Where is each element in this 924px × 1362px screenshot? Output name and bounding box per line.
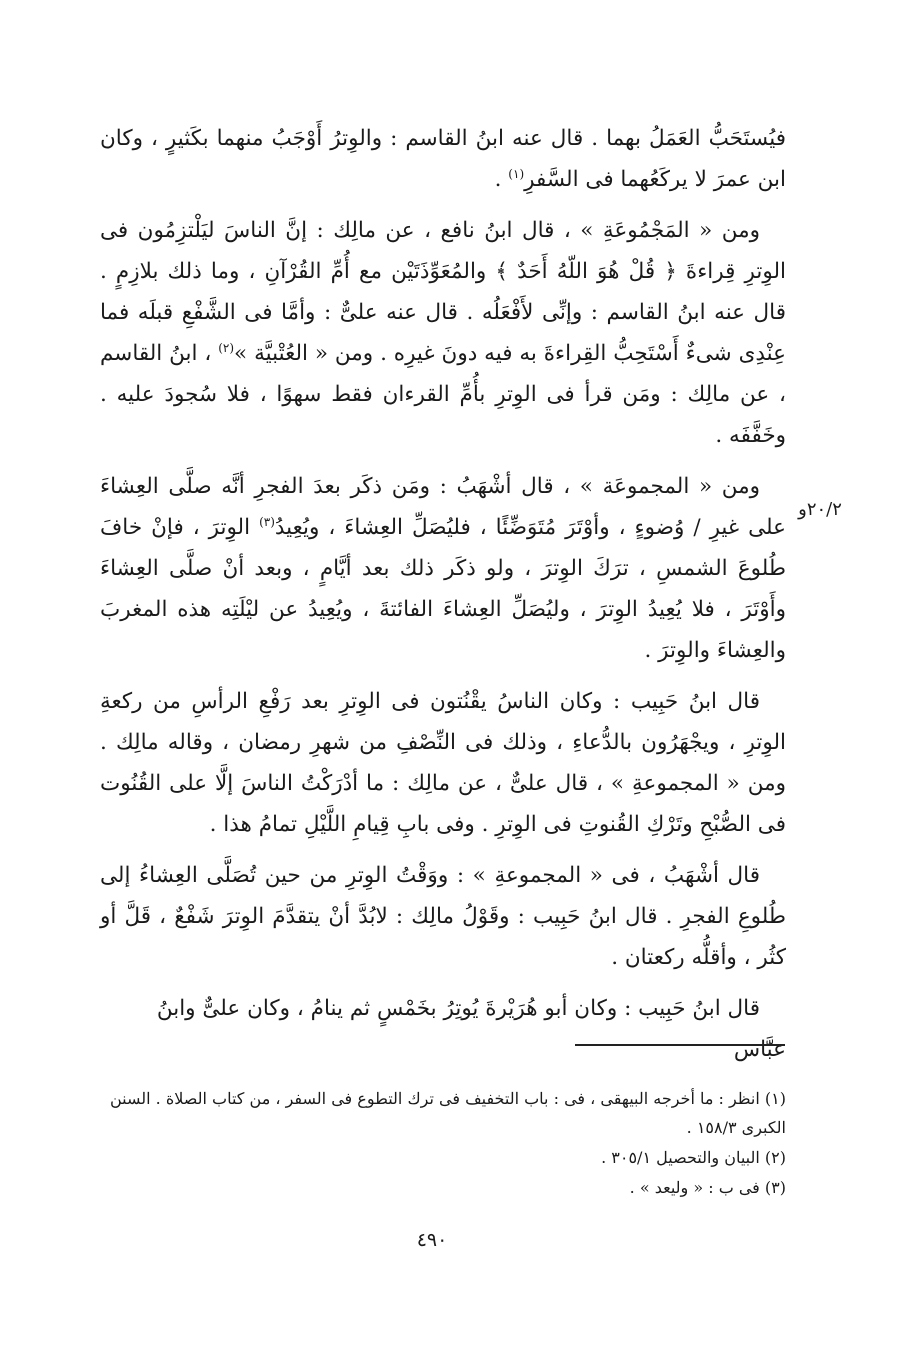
- footnotes: [104, 1084, 786, 1203]
- paragraph-3-tail: الوِترَ ، فإنْ خافَ طُلوعَ الشمسِ ، ترَكَ الوِترَ ، ولو ذكَر ذلك بعد أيَّامٍ ، وبعد أنْ صلَّى العِشاءَ وأَوْتَرَ ، فلا يُعِيدُ الوِترَ ، وليُصَلِّ العِشاءَ الفائتةَ ، ويُعِيدُ عن ليْلَتِه هذه المغربَ والعِشاءَ والوِترَ .: [100, 515, 786, 663]
- paragraph-3-text: ومن « المجموعَة » ، قال أشْهَبُ : ومَن ذكَر بعدَ الفجرِ أنَّه صلَّى العِشاءَ على غيرِ / وُضوءٍ ، وأوْتَرَ مُتَوَضِّئًا ، فليُصَلِّ العِشاءَ ، ويُعِيدُ: [100, 474, 787, 540]
- footnote-ref-3[interactable]: (٣): [259, 514, 275, 529]
- paragraph-1-tail: .: [494, 167, 509, 192]
- footnote-2: (٢) البيان والتحصيل ٣٠٥/١ .: [601, 1148, 786, 1167]
- main-text: [100, 118, 786, 1080]
- paragraph-2-tail: ، ابنُ القاسم ، عن مالِك : ومَن قرأ فى الوِترِ بأُمِّ القرءان فقط سهوًا ، فلا سُجودَ عليه . وخَفَّفَه .: [100, 341, 786, 448]
- paragraph-4-text: قال ابنُ حَبِيب : وكان الناسُ يقْنُتون فى الوِترِ بعد رَفْعِ الرأسِ من ركعةِ الوِترِ ، ويجْهَرُون بالدُّعاءِ ، وذلك فى النِّصْفِ من شهرِ رمضان ، وقاله مالِك . ومن « المجموعةِ » ، قال علىٌّ ، عن مالِك : ما أدْرَكْتُ الناسَ إلَّا على القُنُوت فى الصُّبْحِ وتَرْكِ القُنوتِ فى الوِترِ . وفى بابِ قِيامِ اللَّيْلِ تمامُ هذا .: [100, 689, 786, 837]
- paragraph-4: [100, 681, 786, 845]
- page-number: ٤٩٠: [416, 1229, 448, 1251]
- paragraph-3: [100, 466, 786, 671]
- footnote-ref-1[interactable]: (١): [508, 166, 525, 181]
- paragraph-2: [100, 210, 786, 456]
- paragraph-1-text: فيُستَحَبُّ العَمَلُ بهما . قال عنه ابنُ القاسم : والوِترُ أَوْجَبُ منهما بكَثيرٍ ، وكان ابن عمرَ لا يركَعُهما فى السَّفرِ: [100, 126, 786, 192]
- manuscript-folio-marker: ٢٠/٢و: [798, 499, 842, 520]
- footnote-divider: [575, 1044, 785, 1046]
- paragraph-6-text: قال ابنُ حَبِيب : وكان أبو هُرَيْرةَ يُوتِرُ بخَمْسٍ ثم ينامُ ، وكان علىٌّ وابنُ عبَّاس: [156, 996, 786, 1062]
- footnote-ref-2[interactable]: (٢): [218, 340, 235, 355]
- paragraph-6: [100, 988, 786, 1070]
- footnote-3: (٣) فى ب : « وليعد » .: [629, 1178, 786, 1197]
- paragraph-5-text: قال أشْهَبُ ، فى « المجموعةِ » : ووَقْتُ الوِترِ من حين تُصَلَّى العِشاءُ إلى طُلوعِ الفجرِ . قال ابنُ حَبِيب : وقَوْلُ مالِك : لابُدَّ أنْ يتقدَّمَ الوِترَ شَفْعٌ ، قَلَّ أو كثُر ، وأقلُّه ركعتان .: [100, 863, 786, 970]
- paragraph-5: [100, 855, 786, 978]
- paragraph-2-text: ومن « المَجْمُوعَةِ » ، قال ابنُ نافع ، عن مالِك : إنَّ الناسَ ليَلْتزِمُون فى الوِترِ قِراءةَ ﴿ قُلْ هُوَ اللّهُ أَحَدٌ ﴾ والمُعَوِّذَتَيْن مع أُمِّ القُرْآنِ ، وما ذلك بلازِمٍ . قال عنه ابنُ القاسم : وإنِّى لأَفْعَلُه . قال عنه علىٌّ : وأمَّا فى الشَّفْعِ قبلَه فما عِنْدِى شىءٌ أَسْتَحِبُّ القِراءةَ به فيه دونَ غيرِه . ومن « العُتْبيَّة »: [100, 218, 786, 366]
- footnote-1: (١) انظر : ما أخرجه البيهقى ، فى : باب التخفيف فى ترك التطوع فى السفر ، من كتاب الصلاة . السنن الكبرى ١٥٨/٣ .: [109, 1089, 786, 1137]
- paragraph-1: [100, 118, 786, 200]
